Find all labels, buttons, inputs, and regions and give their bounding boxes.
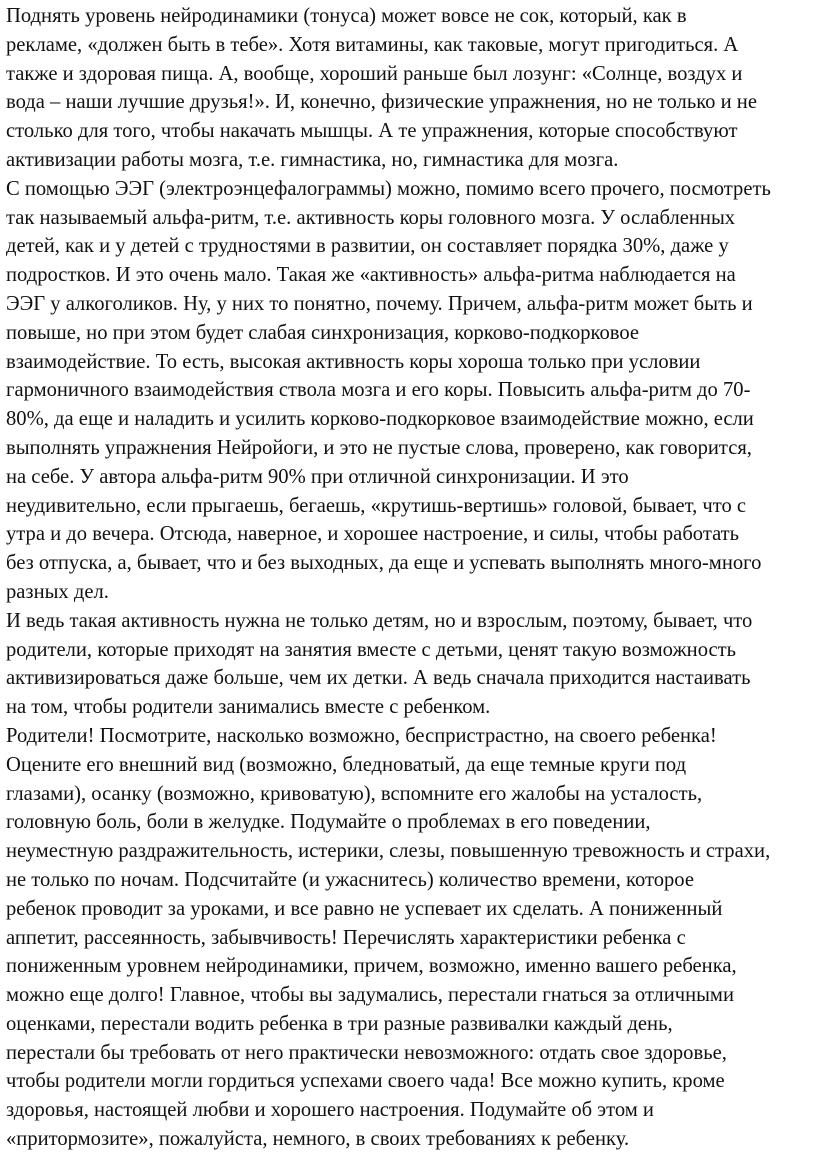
text-line: оценками, перестали водить ребенка в три разные развивалки каждый день, [6,1012,673,1035]
text-line: активизироваться даже больше, чем их детки. А ведь сначала приходится настаивать [6,667,751,690]
text-line: ЭЭГ у алкоголиков. Ну, у них то понятно, почему. Причем, альфа-ритм может быть и [6,292,753,315]
text-line: родители, которые приходят на занятия вместе с детьми, ценят такую возможность [6,638,737,661]
text-line: пониженным уровнем нейродинамики, причем, возможно, именно вашего ребенка, [6,955,737,978]
text-line: разных дел. [6,580,109,603]
document-body [6,2,812,1154]
text-line: на себе. У автора альфа-ритм 90% при отличной синхронизации. И это [6,465,629,488]
text-line: взаимодействие. То есть, высокая активность коры хороша только при условии [6,350,701,373]
text-line: гармоничного взаимодействия ствола мозга и его коры. Повысить альфа-ритм до 70- [6,379,751,402]
text-line: повыше, но при этом будет слабая синхронизация, корково-подкорковое [6,321,640,344]
text-line: детей, как и у детей с трудностями в развитии, он составляет порядка 30%, даже у [6,235,729,258]
text-line: И ведь такая активность нужна не только детям, но и взрослым, поэтому, бывает, что [6,609,753,632]
text-line: так называемый альфа-ритм, т.е. активность коры головного мозга. У ослабленных [6,206,736,229]
text-line: также и здоровая пища. А, вообще, хороший раньше был лозунг: «Солнце, воздух и [6,62,743,85]
text-line: Оцените его внешний вид (возможно, бледноватый, да еще темные круги под [6,753,687,776]
text-line: неудивительно, если прыгаешь, бегаешь, «крутишь-вертишь» головой, бывает, что с [6,494,747,517]
text-line: ребенок проводит за уроками, и все равно не успевает их сделать. А пониженный [6,897,723,920]
text-line: С помощью ЭЭГ (электроэнцефалограммы) можно, помимо всего прочего, посмотреть [6,177,771,200]
text-line: глазами), осанку (возможно, кривоватую), вспомните его жалобы на усталость, [6,782,703,805]
text-line: перестали бы требовать от него практически невозможного: отдать свое здоровье, [6,1041,727,1064]
text-line: Родители! Посмотрите, насколько возможно, беспристрастно, на своего ребенка! [6,724,717,747]
text-line: неуместную раздражительность, истерики, слезы, повышенную тревожность и страхи, [6,840,771,863]
text-line: здоровья, настоящей любви и хорошего настроения. Подумайте об этом и [6,1099,654,1122]
text-line: Поднять уровень нейродинамики (тонуса) может вовсе не сок, который, как в [6,5,687,27]
text-line: вода – наши лучшие друзья!». И, конечно, физические упражнения, но не только и не [6,91,757,114]
text-line: активизации работы мозга, т.е. гимнастика, но, гимнастика для мозга. [6,148,619,171]
text-line: чтобы родители могли гордиться успехами своего чада! Все можно купить, кроме [6,1070,725,1093]
text-line: «притормозите», пожалуйста, немного, в своих требованиях к ребенку. [6,1128,630,1151]
text-line: утра и до вечера. Отсюда, наверное, и хорошее настроение, и силы, чтобы работать [6,523,740,546]
text-line: можно еще долго! Главное, чтобы вы задумались, перестали гнаться за отличными [6,984,734,1007]
text-line: выполнять упражнения Нейройоги, и это не пустые слова, проверено, как говорится, [6,436,752,459]
text-line: 80%, да еще и наладить и усилить корково-подкорковое взаимодействие можно, если [6,408,754,431]
text-line: без отпуска, а, бывает, что и без выходных, да еще и успевать выполнять много-много [6,552,762,575]
text-line: не только по ночам. Подсчитайте (и ужаснитесь) количество времени, которое [6,868,694,891]
text-line: аппетит, рассеянность, забывчивость! Перечислять характеристики ребенка с [6,926,686,949]
text-line: подростков. И это очень мало. Такая же «активность» альфа-ритма наблюдается на [6,264,736,287]
text-line: на том, чтобы родители занимались вместе с ребенком. [6,696,491,719]
text-line: столько для того, чтобы накачать мышцы. А те упражнения, которые способствуют [6,120,738,143]
text-line: рекламе, «должен быть в тебе». Хотя витамины, как таковые, могут пригодиться. А [6,33,739,56]
text-line: головную боль, боли в желудке. Подумайте о проблемах в его поведении, [6,811,651,834]
